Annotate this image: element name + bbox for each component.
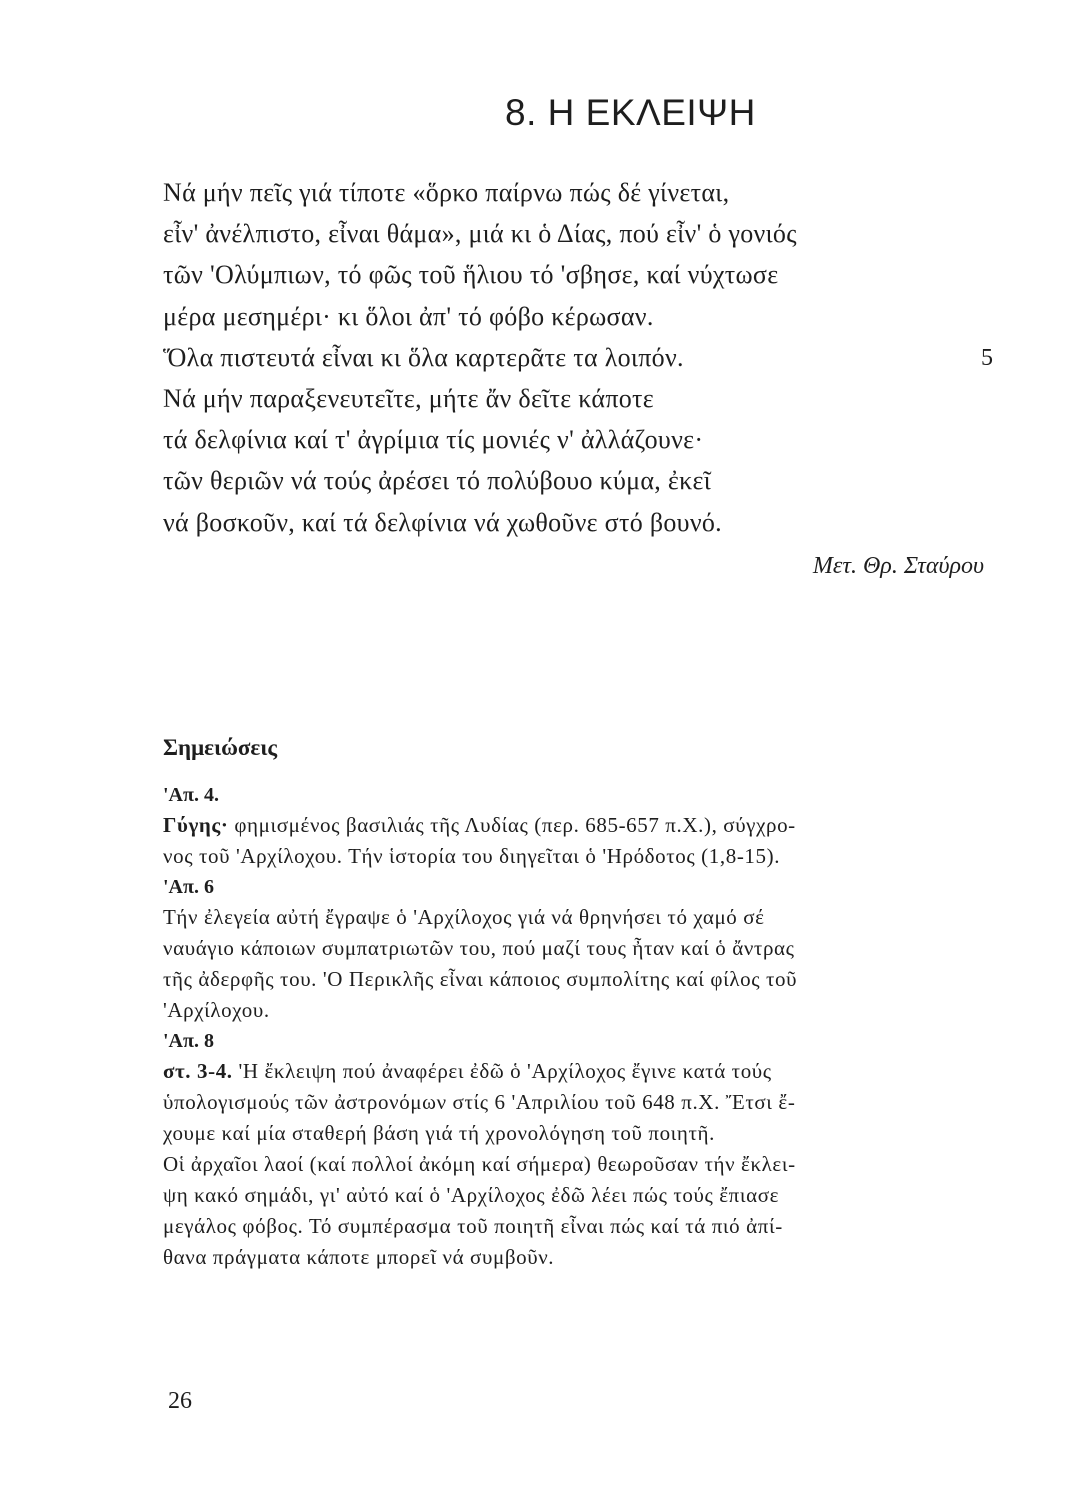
poem-line: τῶν 'Ολύμπιων, τό φῶς τοῦ ἥλιου τό 'σβησε, καί νύχτωσε xyxy=(163,260,779,290)
note-term: στ. 3-4. xyxy=(163,1059,233,1083)
poem xyxy=(163,178,1003,549)
note-line xyxy=(163,810,1005,841)
note-line: τῆς ἀδερφῆς του. 'Ο Περικλῆς εἶναι κάποιος συμπολίτης καί φίλος τοῦ xyxy=(163,967,798,991)
note-text: φημισμένος βασιλιάς τῆς Λυδίας (περ. 685-657 π.Χ.), σύγχρο- xyxy=(228,813,796,837)
poem-line: τά δελφίνια καί τ' ἀγρίμια τίς μονιές ν' ἀλλάζουνε· xyxy=(163,425,704,455)
note-line: νος τοῦ 'Αρχίλοχου. Τήν ἱστορία του διηγεῖται ὁ 'Ηρόδοτος (1,8-15). xyxy=(163,844,781,868)
note-line: ναυάγιο κάποιων συμπατριωτῶν του, πού μαζί τους ἦταν καί ὁ ἄντρας xyxy=(163,936,795,960)
note-text: 'Η ἔκλειψη πού ἀναφέρει ἐδῶ ὁ 'Αρχίλοχος ἔγινε κατά τούς xyxy=(232,1059,772,1083)
notes-section xyxy=(163,780,1005,1273)
notes-heading: Σημειώσεις xyxy=(163,735,278,760)
note-line: ὑπολογισμούς τῶν ἀστρονόμων στίς 6 'Απριλίου τοῦ 648 π.Χ. Ἔτσι ἔ- xyxy=(163,1090,796,1114)
poem-line: νά βοσκοῦν, καί τά δελφίνια νά χωθοῦνε στό βουνό. xyxy=(163,507,722,537)
page-title: 8. Η ΕΚΛΕΙΨΗ xyxy=(505,92,756,133)
poem-line: Νά μήν παραξενευτεῖτε, μήτε ἄν δεῖτε κάποτε xyxy=(163,383,655,413)
note-term: Γύγης· xyxy=(163,813,229,837)
note-line: θανα πράγματα κάποτε μπορεῖ νά συμβοῦν. xyxy=(163,1245,555,1269)
poem-line-5 xyxy=(163,343,1003,384)
page-number: 26 xyxy=(168,1388,192,1414)
translator-credit: Μετ. Θρ. Σταύρου xyxy=(812,553,984,579)
note-line: χουμε καί μία σταθερή βάση γιά τή χρονολόγηση τοῦ ποιητῆ. xyxy=(163,1121,715,1145)
note-reference: 'Απ. 6 xyxy=(163,876,214,898)
note-reference: 'Απ. 4. xyxy=(163,784,219,806)
poem-line: εἶν' ἀνέλπιστο, εἶναι θάμα», μιά κι ὁ Δίας, πού εἶν' ὁ γονιός xyxy=(163,219,797,249)
poem-line: Νά μήν πεῖς γιά τίποτε «ὅρκο παίρνω πώς δέ γίνεται, xyxy=(163,178,730,207)
line-number: 5 xyxy=(981,344,994,371)
note-line xyxy=(163,1056,1005,1087)
note-line: 'Αρχίλοχου. xyxy=(163,998,270,1022)
note-line: Τήν ἐλεγεία αὐτή ἔγραψε ὁ 'Αρχίλοχος γιά νά θρηνήσει τό χαμό σέ xyxy=(163,905,765,929)
note-line: Οἱ ἀρχαῖοι λαοί (καί πολλοί ἀκόμη καί σήμερα) θεωροῦσαν τήν ἔκλει- xyxy=(163,1152,796,1176)
poem-line-text: Ὅλα πιστευτά εἶναι κι ὅλα καρτερᾶτε τα λοιπόν. xyxy=(163,342,684,372)
poem-line: τῶν θεριῶν νά τούς ἀρέσει τό πολύβουο κύμα, ἐκεῖ xyxy=(163,466,712,496)
note-line: μεγάλος φόβος. Τό συμπέρασμα τοῦ ποιητῆ εἶναι πώς καί τά πιό ἀπί- xyxy=(163,1214,783,1238)
note-reference: 'Απ. 8 xyxy=(163,1030,214,1052)
note-line: ψη κακό σημάδι, γι' αὐτό καί ὁ 'Αρχίλοχος ἐδῶ λέει πώς τούς ἔπιασε xyxy=(163,1183,780,1207)
poem-line: μέρα μεσημέρι· κι ὅλοι ἀπ' τό φόβο κέρωσαν. xyxy=(163,301,654,331)
